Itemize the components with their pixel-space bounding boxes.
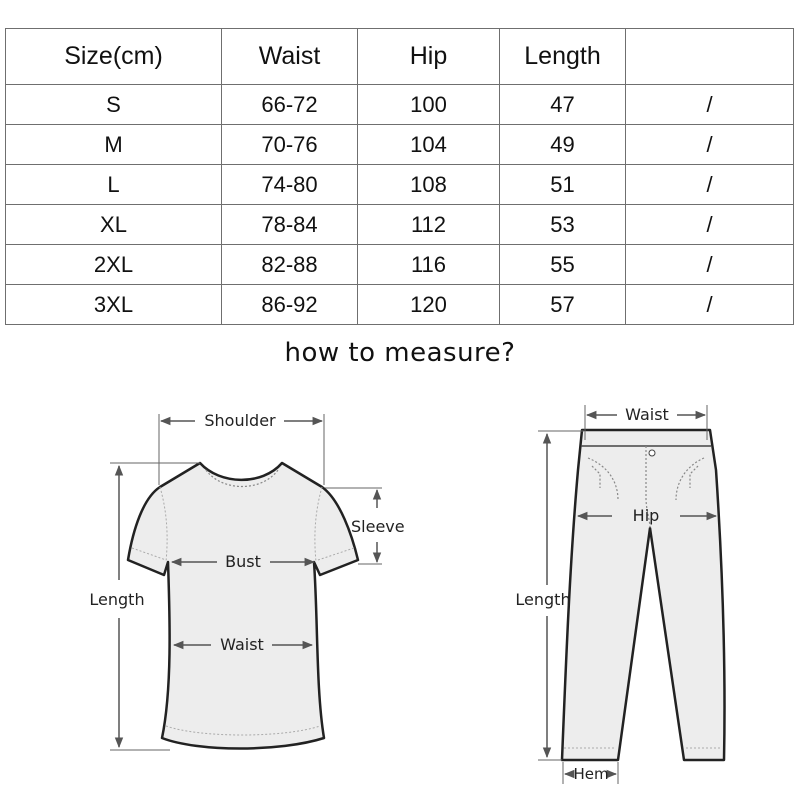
pants-button <box>649 450 655 456</box>
cell-extra: / <box>626 245 794 285</box>
hip-label: Hip <box>632 506 660 525</box>
table-row <box>6 125 794 165</box>
cell-length: 57 <box>500 285 626 325</box>
measurement-diagram <box>0 380 800 790</box>
cell-hip: 116 <box>358 245 500 285</box>
cell-waist: 74-80 <box>222 165 358 205</box>
pants-illustration <box>562 430 725 760</box>
tshirt-outline <box>128 463 358 749</box>
table-row <box>6 285 794 325</box>
cell-hip: 108 <box>358 165 500 205</box>
header-size: Size(cm) <box>6 29 222 85</box>
shirt-waist-label: Waist <box>220 635 264 654</box>
table-row <box>6 245 794 285</box>
measure-guide-title: how to measure? <box>284 338 516 368</box>
pants-waist-label: Waist <box>625 405 669 424</box>
shirt-length-label: Length <box>89 590 145 609</box>
cell-extra: / <box>626 285 794 325</box>
cell-size: 3XL <box>6 285 222 325</box>
hem-label: Hem <box>573 765 609 783</box>
pants-length-label: Length <box>515 590 571 609</box>
cell-size: L <box>6 165 222 205</box>
cell-size: M <box>6 125 222 165</box>
cell-extra: / <box>626 165 794 205</box>
table-row <box>6 85 794 125</box>
cell-size: XL <box>6 205 222 245</box>
bust-label: Bust <box>225 552 261 571</box>
cell-size: 2XL <box>6 245 222 285</box>
cell-length: 55 <box>500 245 626 285</box>
sleeve-label: Sleeve <box>351 517 405 536</box>
cell-hip: 112 <box>358 205 500 245</box>
cell-waist: 86-92 <box>222 285 358 325</box>
cell-waist: 78-84 <box>222 205 358 245</box>
size-chart-table <box>5 28 794 325</box>
shoulder-label: Shoulder <box>204 411 276 430</box>
cell-length: 53 <box>500 205 626 245</box>
pants-outline <box>562 430 725 760</box>
tshirt-illustration <box>128 463 358 749</box>
cell-waist: 70-76 <box>222 125 358 165</box>
cell-hip: 120 <box>358 285 500 325</box>
header-hip: Hip <box>358 29 500 85</box>
cell-size: S <box>6 85 222 125</box>
table-row <box>6 205 794 245</box>
cell-extra: / <box>626 205 794 245</box>
cell-waist: 82-88 <box>222 245 358 285</box>
cell-length: 51 <box>500 165 626 205</box>
header-waist: Waist <box>222 29 358 85</box>
header-extra <box>626 29 794 85</box>
cell-extra: / <box>626 85 794 125</box>
cell-waist: 66-72 <box>222 85 358 125</box>
cell-length: 47 <box>500 85 626 125</box>
cell-hip: 100 <box>358 85 500 125</box>
header-length: Length <box>500 29 626 85</box>
cell-hip: 104 <box>358 125 500 165</box>
table-row <box>6 165 794 205</box>
cell-length: 49 <box>500 125 626 165</box>
hem-measure <box>563 762 618 784</box>
cell-extra: / <box>626 125 794 165</box>
table-header-row <box>6 29 794 85</box>
